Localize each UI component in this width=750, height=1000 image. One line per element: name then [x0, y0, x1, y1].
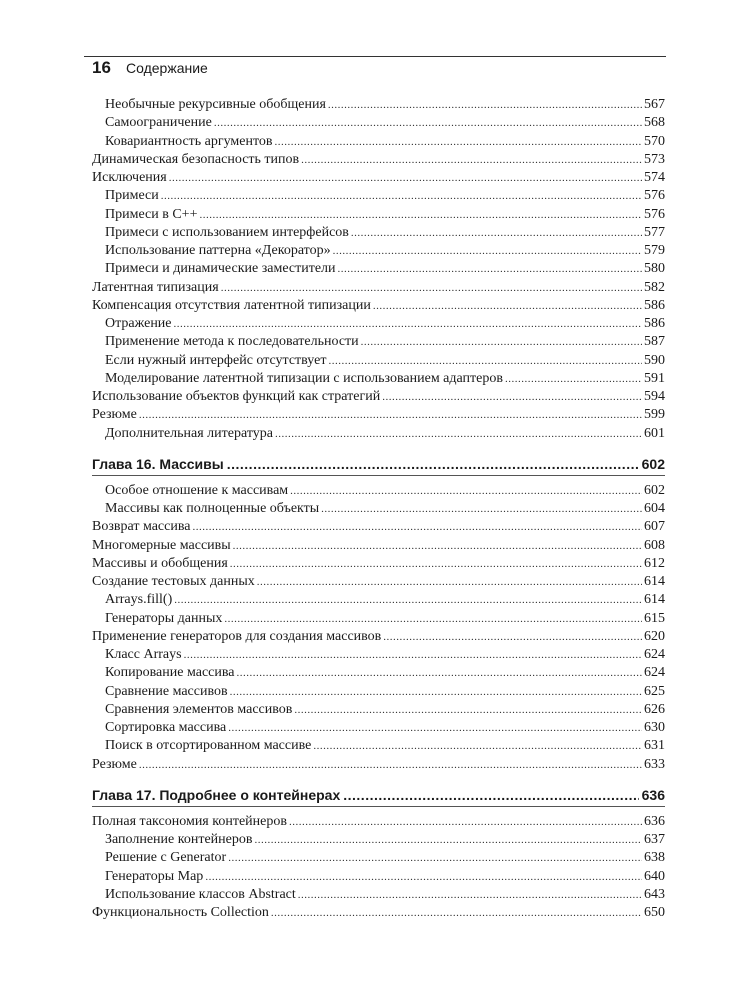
toc-entry-title: Примеси [105, 188, 159, 204]
dot-leader [290, 482, 642, 500]
toc-entry-page: 636 [644, 813, 665, 829]
toc-entry-page: 582 [644, 279, 665, 295]
toc-entry [92, 756, 665, 774]
toc-entry [92, 537, 665, 555]
toc-entry-title: Класс Arrays [105, 647, 182, 662]
dot-leader [328, 96, 642, 114]
dot-leader [233, 537, 642, 555]
toc-entry-title: Самоограничение [105, 115, 212, 131]
toc-entry [92, 555, 665, 573]
toc-entry-title: Массивы и обобщения [92, 555, 228, 571]
toc-entry-title: Моделирование латентной типизации с использованием адаптеров [105, 370, 503, 386]
toc-entry [92, 169, 665, 187]
toc-entry-title: Применение генераторов для создания массивов [92, 628, 382, 644]
toc-chapter-heading [92, 784, 665, 807]
toc-entry-title: Примеси в C++ [105, 206, 198, 222]
dot-leader [254, 831, 642, 849]
toc-entry-page: 586 [644, 316, 665, 331]
dot-leader [184, 646, 642, 664]
toc-entry-title: Генераторы Map [105, 868, 204, 884]
toc-entry-page: 631 [644, 738, 665, 754]
toc-entry-title: Использование классов Abstract [105, 886, 296, 902]
toc-entry [92, 646, 665, 664]
toc-entry [92, 114, 665, 132]
toc-entry-title: Примеси с использованием интерфейсов [105, 224, 349, 240]
toc-entry-title: Отражение [105, 316, 172, 331]
toc-entry-title: Решение с Generator [105, 850, 227, 866]
toc-entry-page: 602 [644, 482, 665, 498]
running-header [92, 58, 208, 78]
toc-entry-title: Создание тестовых данных [92, 574, 255, 589]
toc-entry [92, 719, 665, 737]
header-rule [84, 56, 666, 57]
toc-entry-page: 576 [644, 206, 665, 222]
toc-entry-page: 576 [644, 188, 665, 204]
toc-entry [92, 388, 665, 406]
toc-entry-page: 625 [644, 683, 665, 699]
toc-entry-title: Резюме [92, 756, 137, 772]
dot-leader [298, 886, 642, 904]
running-header-title: Содержание [126, 60, 208, 76]
toc-entry [92, 628, 665, 646]
toc-entry [92, 297, 665, 315]
toc-entry-title: Копирование массива [105, 665, 235, 681]
toc-entry-page: 604 [644, 501, 665, 516]
toc-entry-title: Сравнения элементов массивов [105, 701, 293, 717]
toc-entry [92, 406, 665, 424]
toc-entry [92, 591, 665, 609]
toc-entry-page: 567 [644, 97, 665, 112]
toc-entry-page: 612 [644, 555, 665, 571]
toc-entry-page: 579 [644, 243, 665, 258]
toc-entry-title: Сравнение массивов [105, 683, 228, 699]
toc-entry-title: Поиск в отсортированном массиве [105, 738, 312, 754]
toc-entry-title: Необычные рекурсивные обобщения [105, 97, 326, 112]
dot-leader [193, 518, 643, 536]
toc-entry-page: 570 [644, 133, 665, 149]
dot-leader [361, 333, 642, 351]
toc-entry-title: Использование паттерна «Декоратор» [105, 243, 331, 258]
dot-leader [275, 425, 642, 443]
toc-entry [92, 133, 665, 151]
toc-entry-page: 587 [644, 334, 665, 350]
toc-entry-page: 630 [644, 720, 665, 735]
toc-entry-title: Особое отношение к массивам [105, 482, 289, 498]
toc-entry-page: 640 [644, 868, 665, 884]
toc-entry-title: Резюме [92, 407, 137, 423]
dot-leader [289, 813, 642, 831]
dot-leader [199, 206, 642, 224]
dot-leader [505, 370, 642, 388]
toc-entry-title: Ковариантность аргументов [105, 133, 273, 149]
toc-entry [92, 370, 665, 388]
page-number: 16 [92, 58, 111, 77]
dot-leader [224, 610, 642, 628]
toc-entry [92, 886, 665, 904]
toc-entry-title: Использование объектов функций как стратегий [92, 389, 381, 404]
toc-entry-page: 591 [644, 370, 665, 386]
toc-entry-title: Полная таксономия контейнеров [92, 813, 287, 829]
toc-entry-title: Примеси и динамические заместители [105, 261, 336, 277]
toc-entry-page: 636 [641, 786, 665, 803]
dot-leader [301, 151, 642, 169]
toc-entry-page: 626 [644, 701, 665, 717]
toc-entry-title: Генераторы данных [105, 610, 223, 626]
toc-entry [92, 425, 665, 443]
toc-entry [92, 482, 665, 500]
toc-entry [92, 813, 665, 831]
dot-leader [214, 114, 642, 132]
dot-leader [161, 187, 642, 205]
toc-entry [92, 904, 665, 922]
toc-entry-page: 624 [644, 665, 665, 681]
toc-entry-title: Исключения [92, 170, 167, 185]
toc-entry [92, 868, 665, 886]
toc-entry-title: Компенсация отсутствия латентной типизации [92, 297, 371, 313]
toc-entry-page: 637 [644, 832, 665, 847]
toc-entry-page: 624 [644, 647, 665, 662]
dot-leader [228, 719, 642, 737]
toc-entry [92, 500, 665, 518]
toc-entry-page: 573 [644, 151, 665, 167]
toc-entry-page: 620 [644, 628, 665, 644]
dot-leader [174, 591, 642, 609]
dot-leader [271, 904, 642, 922]
dot-leader [221, 279, 642, 297]
toc-entry [92, 701, 665, 719]
toc-entry [92, 315, 665, 333]
toc-entry-title: Если нужный интерфейс отсутствует [105, 352, 327, 368]
toc-entry-title: Дополнительная литература [105, 425, 273, 441]
toc-entry [92, 242, 665, 260]
toc-entry-page: 607 [644, 519, 665, 535]
toc-entry [92, 737, 665, 755]
toc-entry-page: 608 [644, 537, 665, 553]
toc-entry [92, 260, 665, 278]
dot-leader [328, 352, 642, 370]
dot-leader [333, 242, 642, 260]
toc-entry [92, 279, 665, 297]
dot-leader [139, 406, 642, 424]
toc-entry-page: 602 [641, 455, 665, 472]
toc-entry-page: 615 [644, 610, 665, 626]
toc-entry-title: Возврат массива [92, 519, 191, 535]
dot-leader [382, 388, 642, 406]
toc-entry-page: 633 [644, 756, 665, 772]
toc-entry-page: 580 [644, 261, 665, 277]
toc-entry-page: 568 [644, 115, 665, 131]
dot-leader [169, 169, 642, 187]
dot-leader [275, 133, 642, 151]
toc-entry-title: Динамическая безопасность типов [92, 151, 300, 167]
toc-entry-page: 586 [644, 297, 665, 313]
dot-leader [228, 849, 642, 867]
dot-leader [338, 260, 642, 278]
toc-entry-page: 601 [644, 425, 665, 441]
toc-entry [92, 187, 665, 205]
toc-entry [92, 206, 665, 224]
dot-leader [205, 868, 642, 886]
dot-leader [373, 297, 642, 315]
dot-leader [321, 500, 642, 518]
dot-leader [351, 224, 642, 242]
dot-leader [257, 573, 642, 591]
toc-entry [92, 573, 665, 591]
dot-leader [383, 628, 642, 646]
toc-entry [92, 333, 665, 351]
toc-entry-title: Заполнение контейнеров [105, 832, 253, 847]
dot-leader [139, 756, 642, 774]
toc-entry-page: 594 [644, 389, 665, 404]
dot-leader [343, 784, 638, 806]
toc-entry [92, 224, 665, 242]
toc-entry [92, 96, 665, 114]
toc-entry-title: Латентная типизация [92, 279, 219, 295]
toc-entry-page: 650 [644, 905, 665, 920]
toc-entry [92, 518, 665, 536]
toc-entry [92, 849, 665, 867]
toc-entry [92, 610, 665, 628]
toc-entry-title: Функциональность Collection [92, 905, 269, 920]
toc-entry-page: 599 [644, 407, 665, 423]
toc-entry-page: 614 [644, 592, 665, 608]
toc-entry-title: Применение метода к последовательности [105, 334, 359, 350]
dot-leader [227, 453, 639, 475]
toc-entry-title: Сортировка массива [105, 720, 227, 735]
dot-leader [313, 737, 642, 755]
toc-entry-page: 574 [644, 170, 665, 185]
dot-leader [174, 315, 642, 333]
toc-entry-page: 614 [644, 574, 665, 589]
dot-leader [294, 701, 642, 719]
table-of-contents [92, 96, 665, 922]
dot-leader [237, 664, 643, 682]
toc-entry [92, 683, 665, 701]
toc-entry-title: Arrays.fill() [105, 592, 173, 608]
dot-leader [230, 555, 642, 573]
toc-entry-title: Глава 16. Массивы [92, 455, 224, 472]
toc-entry-page: 638 [644, 850, 665, 866]
toc-entry [92, 831, 665, 849]
toc-chapter-heading [92, 453, 665, 476]
toc-entry [92, 664, 665, 682]
toc-entry-page: 590 [644, 352, 665, 368]
toc-entry [92, 352, 665, 370]
toc-entry-title: Многомерные массивы [92, 537, 231, 553]
toc-entry-page: 577 [644, 224, 665, 240]
dot-leader [230, 683, 642, 701]
toc-entry [92, 151, 665, 169]
toc-entry-page: 643 [644, 886, 665, 902]
toc-entry-title: Массивы как полноценные объекты [105, 501, 320, 516]
toc-entry-title: Глава 17. Подробнее о контейнерах [92, 786, 341, 803]
